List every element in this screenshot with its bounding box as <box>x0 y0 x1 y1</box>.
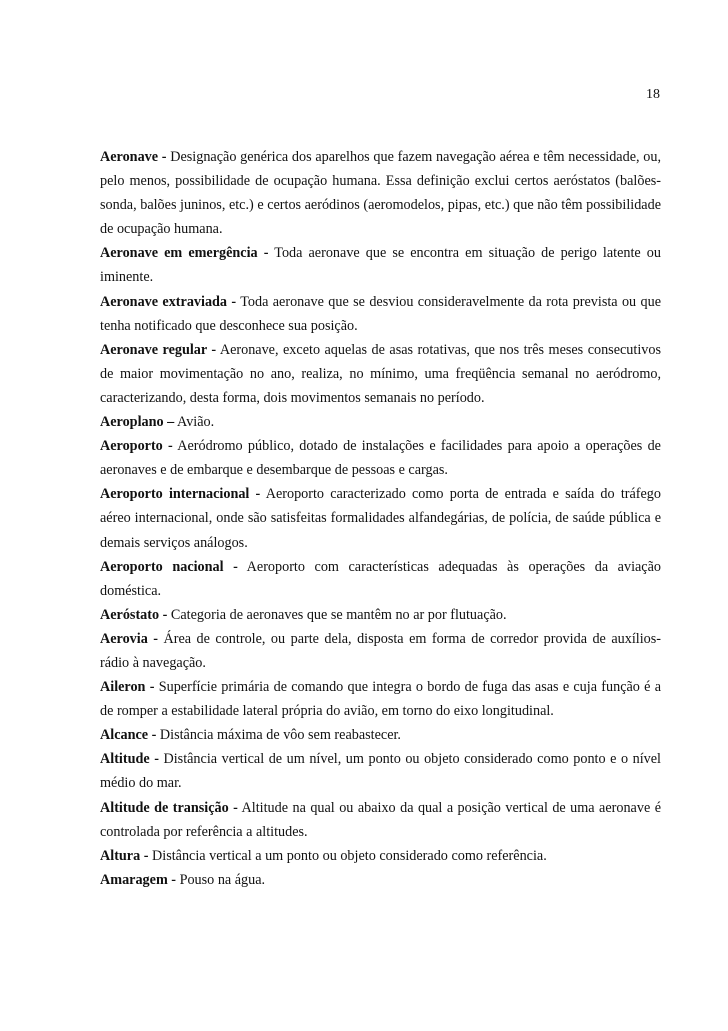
entry-term: Aeroporto nacional - <box>100 558 238 575</box>
entry-term: Aeróstato - <box>100 606 168 623</box>
glossary-list <box>100 145 661 892</box>
entry-definition: Avião. <box>174 414 215 431</box>
entry-definition: Distância vertical a um ponto ou objeto considerado como referência. <box>148 847 547 864</box>
glossary-entry <box>100 555 661 603</box>
entry-definition: Aeronave, exceto aquelas de asas rotativas, que nos três meses consecutivos de maior movimentação no ano, realiza, no mínimo, uma freqüência semanal no aeródromo, caracterizando, desta forma, dois movimentos semanais no período. <box>100 341 661 406</box>
glossary-entry <box>100 241 661 289</box>
glossary-entry <box>100 844 661 868</box>
glossary-entry <box>100 675 661 723</box>
entry-definition: Aeroporto caracterizado como porta de entrada e saída do tráfego aéreo internacional, onde são satisfeitas formalidades alfandegárias, de polícia, de saúde pública e demais serviços análogos. <box>100 486 661 551</box>
glossary-entry <box>100 747 661 795</box>
entry-term: Aeronave em emergência - <box>100 245 269 262</box>
entry-definition: Aeródromo público, dotado de instalações e facilidades para apoio a operações de aeronaves e de embarque e desembarque de pessoas e cargas. <box>100 438 661 479</box>
entry-term: Aerovia - <box>100 630 159 647</box>
glossary-entry <box>100 434 661 482</box>
entry-term: Alcance - <box>100 727 157 744</box>
entry-definition: Designação genérica dos aparelhos que fazem navegação aérea e têm necessidade, ou, pelo menos, possibilidade de ocupação humana. Essa definição exclui certos aeróstatos (balões-sonda, balões juninos, etc.) e certos aeródinos (aeromodelos, pipas, etc.) que não têm possibilidade de ocupação humana. <box>100 149 662 238</box>
glossary-entry <box>100 796 661 844</box>
entry-definition: Altitude na qual ou abaixo da qual a posição vertical de uma aeronave é controlada por referência a altitudes. <box>100 799 661 840</box>
glossary-entry <box>100 338 661 410</box>
entry-definition: Superfície primária de comando que integra o bordo de fuga das asas e cuja função é a de romper a estabilidade lateral própria do avião, em torno do eixo longitudinal. <box>100 679 662 720</box>
entry-term: Aeroplano – <box>100 414 175 431</box>
glossary-entry <box>100 145 661 241</box>
glossary-entry <box>100 603 661 627</box>
entry-term: Altura - <box>100 847 149 864</box>
entry-term: Altitude - <box>100 751 159 768</box>
entry-definition: Toda aeronave que se encontra em situação de perigo latente ou iminente. <box>100 245 661 286</box>
entry-term: Altitude de transição - <box>100 799 238 816</box>
glossary-entry <box>100 627 661 675</box>
entry-term: Aeronave extraviada - <box>100 293 237 310</box>
entry-definition: Pouso na água. <box>176 871 266 888</box>
entry-definition: Categoria de aeronaves que se mantêm no ar por flutuação. <box>167 606 507 623</box>
glossary-entry <box>100 868 661 892</box>
entry-definition: Distância vertical de um nível, um ponto ou objeto considerado como ponto e o nível médio do mar. <box>100 751 661 792</box>
entry-definition: Toda aeronave que se desviou consideravelmente da rota prevista ou que tenha notificado que desconhece sua posição. <box>100 293 661 334</box>
entry-term: Aileron - <box>100 679 155 696</box>
glossary-entry <box>100 410 661 434</box>
entry-definition: Área de controle, ou parte dela, disposta em forma de corredor provida de auxílios-rádio à navegação. <box>100 630 661 671</box>
entry-term: Aeronave regular - <box>100 341 217 358</box>
entry-term: Aeronave - <box>100 149 167 165</box>
entry-definition: Aeroporto com características adequadas às operações da aviação doméstica. <box>100 558 661 599</box>
entry-term: Amaragem - <box>100 871 177 888</box>
entry-definition: Distância máxima de vôo sem reabastecer. <box>156 727 401 744</box>
entry-term: Aeroporto internacional - <box>100 486 261 503</box>
glossary-entry <box>100 723 661 747</box>
entry-term: Aeroporto - <box>100 438 173 455</box>
glossary-entry <box>100 482 661 554</box>
page-number: 18 <box>646 87 660 102</box>
glossary-entry <box>100 290 661 338</box>
